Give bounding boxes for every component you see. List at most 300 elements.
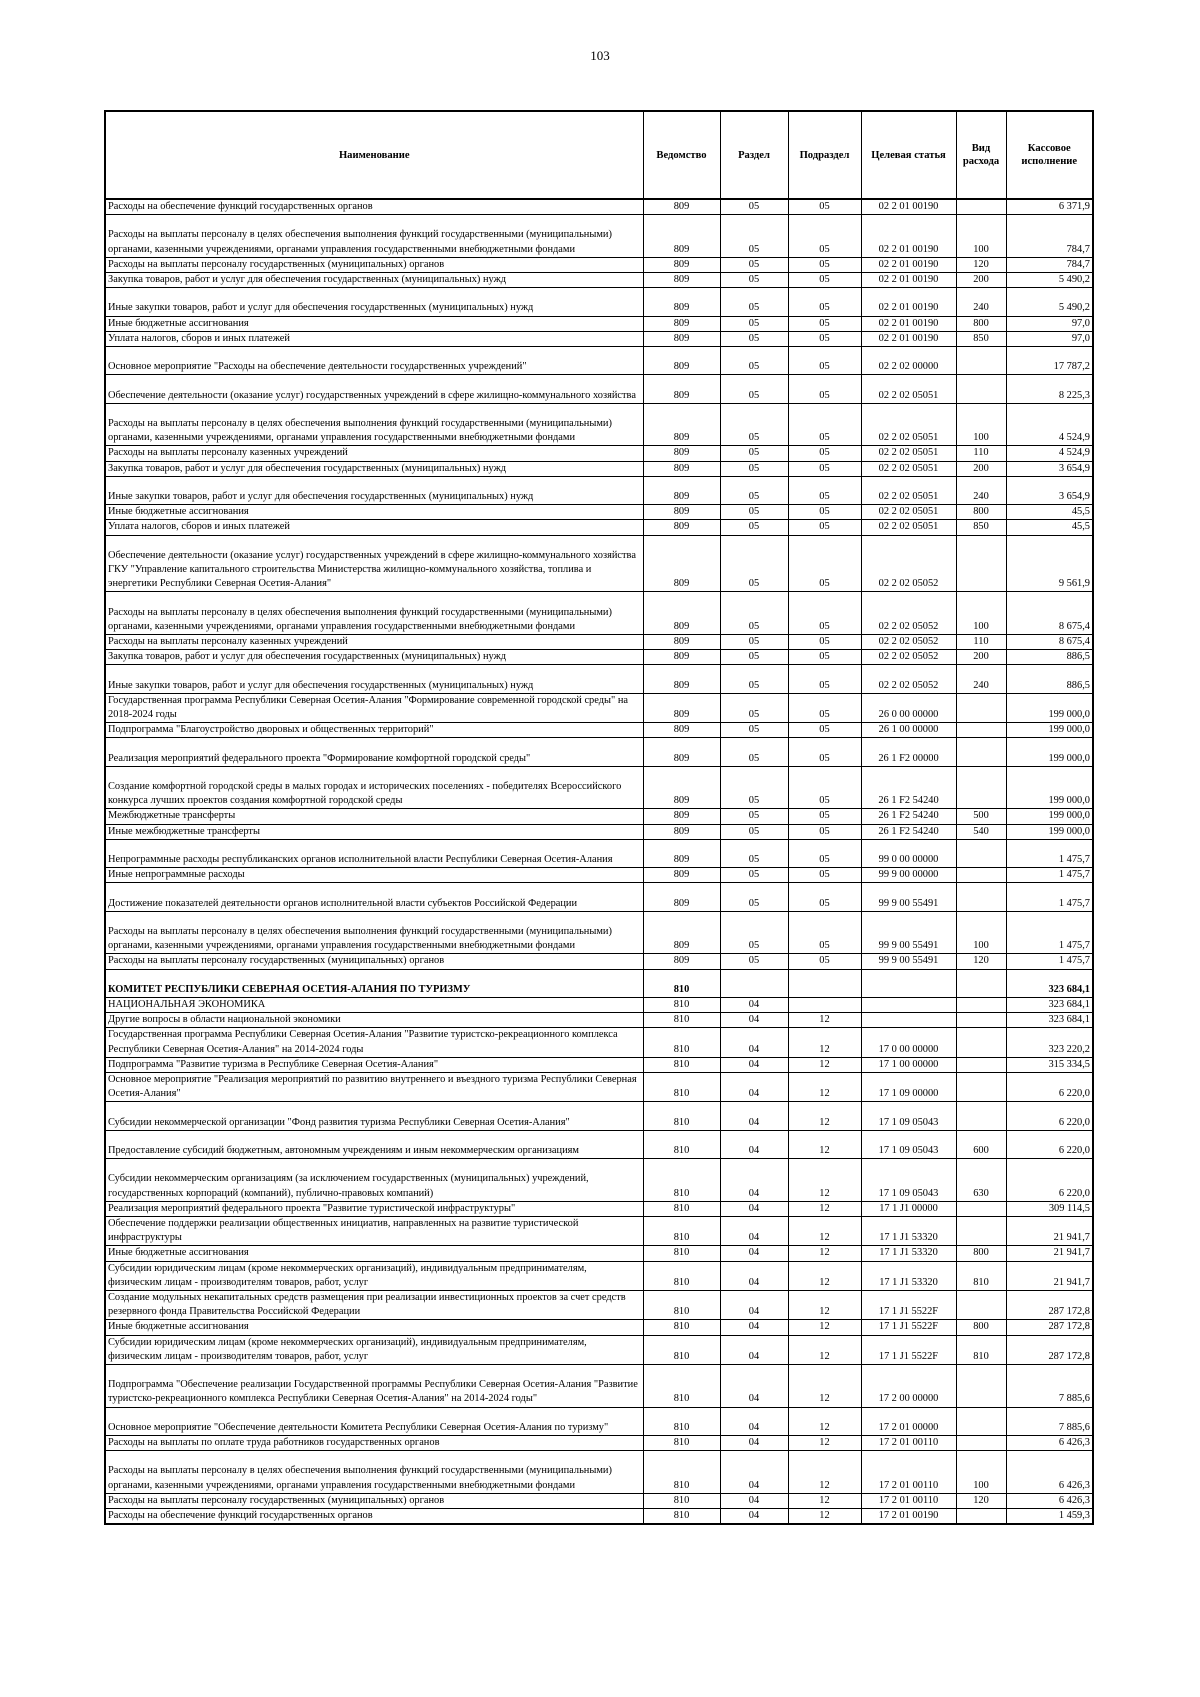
row-type-cell: 850 xyxy=(956,331,1006,346)
row-subsection-cell: 12 xyxy=(788,1435,861,1450)
row-target-cell: 02 2 02 05051 xyxy=(861,403,956,446)
row-name-cell: Создание модульных некапитальных средств размещения при реализации инвестиционных проектов за счет средств резервного фонда Правительства Российской Федерации xyxy=(105,1290,643,1319)
table-row xyxy=(105,1159,1093,1202)
row-dept-cell: 810 xyxy=(643,1013,720,1028)
row-amount-cell: 886,5 xyxy=(1006,665,1093,693)
row-name-cell: Иные бюджетные ассигнования xyxy=(105,505,643,520)
table-row xyxy=(105,809,1093,824)
row-dept-cell: 810 xyxy=(643,1028,720,1057)
row-dept-cell: 809 xyxy=(643,809,720,824)
row-dept-cell: 809 xyxy=(643,911,720,954)
row-amount-cell: 6 220,0 xyxy=(1006,1072,1093,1101)
row-amount-cell: 315 334,5 xyxy=(1006,1057,1093,1072)
row-subsection-cell: 12 xyxy=(788,1201,861,1216)
row-subsection-cell: 12 xyxy=(788,1451,861,1494)
table-row xyxy=(105,738,1093,766)
table-row xyxy=(105,1216,1093,1245)
table-body xyxy=(105,199,1093,1524)
column-header-target: Целевая статья xyxy=(861,111,956,199)
table-row xyxy=(105,1364,1093,1407)
table-header-row xyxy=(105,111,1093,199)
row-type-cell xyxy=(956,1102,1006,1130)
row-name-cell: Закупка товаров, работ и услуг для обеспечения государственных (муниципальных) нужд xyxy=(105,461,643,476)
row-name-cell: Подпрограмма "Благоустройство дворовых и общественных территорий" xyxy=(105,723,643,738)
row-type-cell xyxy=(956,1216,1006,1245)
row-dept-cell: 810 xyxy=(643,1130,720,1158)
row-target-cell: 02 2 02 05052 xyxy=(861,650,956,665)
table-row xyxy=(105,1057,1093,1072)
row-dept-cell: 809 xyxy=(643,288,720,316)
row-amount-cell: 309 114,5 xyxy=(1006,1201,1093,1216)
row-amount-cell: 1 475,7 xyxy=(1006,868,1093,883)
row-target-cell: 02 2 01 00190 xyxy=(861,331,956,346)
row-subsection-cell: 05 xyxy=(788,331,861,346)
table-row xyxy=(105,446,1093,461)
row-dept-cell: 809 xyxy=(643,403,720,446)
row-type-cell xyxy=(956,347,1006,375)
row-amount-cell: 199 000,0 xyxy=(1006,723,1093,738)
row-target-cell: 02 2 02 05052 xyxy=(861,592,956,635)
row-dept-cell: 809 xyxy=(643,535,720,592)
row-name-cell: Иные бюджетные ассигнования xyxy=(105,1320,643,1335)
row-amount-cell: 7 885,6 xyxy=(1006,1407,1093,1435)
table-row xyxy=(105,1451,1093,1494)
table-row xyxy=(105,1130,1093,1158)
table-row xyxy=(105,1261,1093,1290)
row-subsection-cell: 05 xyxy=(788,316,861,331)
table-row xyxy=(105,505,1093,520)
row-amount-cell: 17 787,2 xyxy=(1006,347,1093,375)
table-row xyxy=(105,461,1093,476)
row-dept-cell: 809 xyxy=(643,693,720,722)
table-row xyxy=(105,954,1093,969)
row-dept-cell: 809 xyxy=(643,347,720,375)
row-amount-cell: 3 654,9 xyxy=(1006,476,1093,504)
row-section-cell xyxy=(720,969,788,997)
row-subsection-cell: 05 xyxy=(788,766,861,809)
row-section-cell: 05 xyxy=(720,911,788,954)
row-dept-cell: 810 xyxy=(643,1057,720,1072)
table-row xyxy=(105,1508,1093,1524)
row-section-cell: 04 xyxy=(720,1320,788,1335)
row-subsection-cell: 05 xyxy=(788,273,861,288)
row-name-cell: Непрограммные расходы республиканских органов исполнительной власти Республики Северная Осетия-Алания xyxy=(105,839,643,867)
row-dept-cell: 809 xyxy=(643,273,720,288)
row-target-cell: 17 1 09 05043 xyxy=(861,1102,956,1130)
table-row xyxy=(105,288,1093,316)
budget-table xyxy=(104,110,1094,1525)
table-row xyxy=(105,883,1093,911)
row-section-cell: 04 xyxy=(720,1102,788,1130)
table-row xyxy=(105,1435,1093,1450)
row-amount-cell: 323 684,1 xyxy=(1006,997,1093,1012)
row-target-cell: 02 2 02 05051 xyxy=(861,446,956,461)
row-type-cell: 630 xyxy=(956,1159,1006,1202)
row-type-cell: 850 xyxy=(956,520,1006,535)
row-subsection-cell: 05 xyxy=(788,257,861,272)
row-subsection-cell: 05 xyxy=(788,883,861,911)
row-target-cell: 02 2 01 00190 xyxy=(861,215,956,258)
row-name-cell: Расходы на выплаты персоналу государственных (муниципальных) органов xyxy=(105,1493,643,1508)
row-section-cell: 04 xyxy=(720,1201,788,1216)
row-subsection-cell: 05 xyxy=(788,809,861,824)
row-amount-cell: 8 225,3 xyxy=(1006,375,1093,403)
row-amount-cell: 6 220,0 xyxy=(1006,1102,1093,1130)
row-amount-cell: 287 172,8 xyxy=(1006,1335,1093,1364)
table-row xyxy=(105,1246,1093,1261)
row-amount-cell: 8 675,4 xyxy=(1006,634,1093,649)
row-type-cell: 120 xyxy=(956,954,1006,969)
row-subsection-cell: 12 xyxy=(788,1216,861,1245)
table-row xyxy=(105,634,1093,649)
row-target-cell: 02 2 01 00190 xyxy=(861,288,956,316)
row-amount-cell: 323 684,1 xyxy=(1006,969,1093,997)
row-amount-cell: 21 941,7 xyxy=(1006,1261,1093,1290)
row-subsection-cell: 05 xyxy=(788,954,861,969)
table-row xyxy=(105,476,1093,504)
row-amount-cell: 45,5 xyxy=(1006,505,1093,520)
row-type-cell: 800 xyxy=(956,316,1006,331)
row-type-cell: 100 xyxy=(956,403,1006,446)
row-amount-cell: 287 172,8 xyxy=(1006,1290,1093,1319)
table-row xyxy=(105,868,1093,883)
row-type-cell: 100 xyxy=(956,1451,1006,1494)
row-dept-cell: 810 xyxy=(643,1261,720,1290)
row-section-cell: 05 xyxy=(720,461,788,476)
row-subsection-cell: 12 xyxy=(788,1013,861,1028)
row-target-cell: 17 2 01 00000 xyxy=(861,1407,956,1435)
row-type-cell xyxy=(956,1508,1006,1524)
row-type-cell: 800 xyxy=(956,505,1006,520)
row-name-cell: Субсидии некоммерческим организациям (за исключением государственных (муниципальных) учреждений, государственных корпораций (компаний), публично-правовых компаний) xyxy=(105,1159,643,1202)
table-row xyxy=(105,1013,1093,1028)
row-name-cell: Иные закупки товаров, работ и услуг для обеспечения государственных (муниципальных) нужд xyxy=(105,665,643,693)
row-type-cell: 120 xyxy=(956,1493,1006,1508)
row-amount-cell: 1 459,3 xyxy=(1006,1508,1093,1524)
table-row xyxy=(105,535,1093,592)
row-target-cell: 17 2 01 00110 xyxy=(861,1435,956,1450)
row-subsection-cell: 05 xyxy=(788,650,861,665)
row-amount-cell: 1 475,7 xyxy=(1006,954,1093,969)
row-amount-cell: 886,5 xyxy=(1006,650,1093,665)
table-row xyxy=(105,316,1093,331)
row-amount-cell: 1 475,7 xyxy=(1006,839,1093,867)
row-type-cell: 110 xyxy=(956,446,1006,461)
row-dept-cell: 810 xyxy=(643,1451,720,1494)
row-section-cell: 05 xyxy=(720,316,788,331)
row-target-cell: 99 9 00 55491 xyxy=(861,911,956,954)
row-target-cell: 17 0 00 00000 xyxy=(861,1028,956,1057)
row-subsection-cell: 12 xyxy=(788,1130,861,1158)
row-type-cell xyxy=(956,868,1006,883)
row-type-cell xyxy=(956,1290,1006,1319)
row-name-cell: Основное мероприятие "Реализация мероприятий по развитию внутреннего и въездного туризма Республики Северная Осетия-Алания" xyxy=(105,1072,643,1101)
row-dept-cell: 809 xyxy=(643,375,720,403)
row-name-cell: Реализация мероприятий федерального проекта "Формирование комфортной городской среды" xyxy=(105,738,643,766)
row-section-cell: 05 xyxy=(720,273,788,288)
row-name-cell: Расходы на обеспечение функций государственных органов xyxy=(105,199,643,215)
row-amount-cell: 4 524,9 xyxy=(1006,446,1093,461)
row-target-cell: 17 2 01 00110 xyxy=(861,1493,956,1508)
table-row xyxy=(105,665,1093,693)
row-subsection-cell: 12 xyxy=(788,1159,861,1202)
row-dept-cell: 810 xyxy=(643,1201,720,1216)
row-subsection-cell: 12 xyxy=(788,1508,861,1524)
row-type-cell xyxy=(956,738,1006,766)
row-section-cell: 04 xyxy=(720,1072,788,1101)
table-row xyxy=(105,911,1093,954)
row-subsection-cell: 05 xyxy=(788,868,861,883)
row-section-cell: 04 xyxy=(720,997,788,1012)
row-dept-cell: 809 xyxy=(643,199,720,215)
row-name-cell: Расходы на обеспечение функций государственных органов xyxy=(105,1508,643,1524)
row-section-cell: 04 xyxy=(720,1246,788,1261)
row-type-cell: 200 xyxy=(956,650,1006,665)
row-target-cell: 02 2 01 00190 xyxy=(861,273,956,288)
row-type-cell xyxy=(956,766,1006,809)
row-subsection-cell: 12 xyxy=(788,1028,861,1057)
row-dept-cell: 810 xyxy=(643,1407,720,1435)
row-subsection-cell: 05 xyxy=(788,634,861,649)
row-section-cell: 04 xyxy=(720,1493,788,1508)
table-row xyxy=(105,723,1093,738)
row-subsection-cell: 05 xyxy=(788,505,861,520)
row-section-cell: 04 xyxy=(720,1407,788,1435)
row-subsection-cell: 05 xyxy=(788,535,861,592)
column-header-dept: Ведомство xyxy=(643,111,720,199)
row-amount-cell: 199 000,0 xyxy=(1006,809,1093,824)
table-row xyxy=(105,1320,1093,1335)
row-name-cell: Субсидии юридическим лицам (кроме некоммерческих организаций), индивидуальным предпринимателям, физическим лицам - производителям товаров, работ, услуг xyxy=(105,1261,643,1290)
row-amount-cell: 5 490,2 xyxy=(1006,288,1093,316)
row-type-cell xyxy=(956,1072,1006,1101)
row-name-cell: Иные закупки товаров, работ и услуг для обеспечения государственных (муниципальных) нужд xyxy=(105,476,643,504)
row-type-cell xyxy=(956,199,1006,215)
table-row xyxy=(105,375,1093,403)
row-type-cell xyxy=(956,535,1006,592)
row-subsection-cell: 05 xyxy=(788,199,861,215)
row-name-cell: Иные закупки товаров, работ и услуг для обеспечения государственных (муниципальных) нужд xyxy=(105,288,643,316)
row-target-cell: 02 2 01 00190 xyxy=(861,257,956,272)
row-target-cell: 26 1 F2 54240 xyxy=(861,766,956,809)
row-target-cell: 26 0 00 00000 xyxy=(861,693,956,722)
row-subsection-cell: 12 xyxy=(788,1057,861,1072)
row-type-cell xyxy=(956,1407,1006,1435)
row-type-cell: 240 xyxy=(956,288,1006,316)
row-dept-cell: 810 xyxy=(643,1320,720,1335)
row-type-cell: 540 xyxy=(956,824,1006,839)
row-subsection-cell: 12 xyxy=(788,1246,861,1261)
row-section-cell: 04 xyxy=(720,1435,788,1450)
row-subsection-cell: 05 xyxy=(788,476,861,504)
table-row xyxy=(105,347,1093,375)
row-amount-cell: 199 000,0 xyxy=(1006,693,1093,722)
row-target-cell: 99 0 00 00000 xyxy=(861,839,956,867)
row-type-cell: 100 xyxy=(956,215,1006,258)
row-target-cell: 26 1 F2 54240 xyxy=(861,824,956,839)
row-section-cell: 04 xyxy=(720,1028,788,1057)
row-dept-cell: 810 xyxy=(643,1216,720,1245)
row-target-cell: 17 1 J1 53320 xyxy=(861,1246,956,1261)
row-section-cell: 05 xyxy=(720,347,788,375)
row-target-cell: 17 1 09 05043 xyxy=(861,1130,956,1158)
column-header-name: Наименование xyxy=(105,111,643,199)
row-subsection-cell: 12 xyxy=(788,1261,861,1290)
row-subsection-cell: 12 xyxy=(788,1320,861,1335)
row-subsection-cell: 05 xyxy=(788,520,861,535)
row-type-cell: 800 xyxy=(956,1320,1006,1335)
table-row xyxy=(105,199,1093,215)
table-row xyxy=(105,215,1093,258)
row-section-cell: 05 xyxy=(720,403,788,446)
row-section-cell: 05 xyxy=(720,824,788,839)
row-name-cell: Предоставление субсидий бюджетным, автономным учреждениям и иным некоммерческим организациям xyxy=(105,1130,643,1158)
row-type-cell xyxy=(956,693,1006,722)
row-target-cell xyxy=(861,997,956,1012)
row-target-cell: 02 2 02 05052 xyxy=(861,535,956,592)
table-row xyxy=(105,1290,1093,1319)
row-name-cell: Расходы на выплаты персоналу государственных (муниципальных) органов xyxy=(105,954,643,969)
row-type-cell xyxy=(956,1201,1006,1216)
row-dept-cell: 809 xyxy=(643,883,720,911)
row-dept-cell: 810 xyxy=(643,969,720,997)
row-name-cell: Расходы на выплаты персоналу казенных учреждений xyxy=(105,634,643,649)
row-dept-cell: 809 xyxy=(643,446,720,461)
row-name-cell: Уплата налогов, сборов и иных платежей xyxy=(105,331,643,346)
row-amount-cell: 97,0 xyxy=(1006,316,1093,331)
row-dept-cell: 810 xyxy=(643,1435,720,1450)
row-dept-cell: 809 xyxy=(643,476,720,504)
table-row xyxy=(105,1102,1093,1130)
row-section-cell: 05 xyxy=(720,375,788,403)
row-amount-cell: 6 426,3 xyxy=(1006,1435,1093,1450)
page-number: 103 xyxy=(590,48,610,63)
row-name-cell: Подпрограмма "Развитие туризма в Республике Северная Осетия-Алания" xyxy=(105,1057,643,1072)
row-subsection-cell: 12 xyxy=(788,1290,861,1319)
row-target-cell: 17 1 09 00000 xyxy=(861,1072,956,1101)
row-amount-cell: 199 000,0 xyxy=(1006,766,1093,809)
table-row xyxy=(105,273,1093,288)
row-section-cell: 05 xyxy=(720,257,788,272)
row-target-cell: 02 2 02 05051 xyxy=(861,520,956,535)
row-type-cell: 240 xyxy=(956,476,1006,504)
row-name-cell: Иные межбюджетные трансферты xyxy=(105,824,643,839)
row-name-cell: Расходы на выплаты персоналу в целях обеспечения выполнения функций государственными (муниципальными) органами, казенными учреждениями, органами управления государственными внебюджетными фондами xyxy=(105,403,643,446)
row-target-cell: 17 1 J1 5522F xyxy=(861,1335,956,1364)
row-section-cell: 05 xyxy=(720,505,788,520)
row-amount-cell: 3 654,9 xyxy=(1006,461,1093,476)
row-dept-cell: 810 xyxy=(643,997,720,1012)
row-section-cell: 05 xyxy=(720,839,788,867)
table-row xyxy=(105,331,1093,346)
row-subsection-cell: 05 xyxy=(788,693,861,722)
row-section-cell: 04 xyxy=(720,1508,788,1524)
row-target-cell: 02 2 02 05051 xyxy=(861,476,956,504)
table-row xyxy=(105,592,1093,635)
row-section-cell: 04 xyxy=(720,1130,788,1158)
row-section-cell: 04 xyxy=(720,1057,788,1072)
row-type-cell: 200 xyxy=(956,461,1006,476)
row-dept-cell: 809 xyxy=(643,954,720,969)
column-header-section: Раздел xyxy=(720,111,788,199)
row-amount-cell: 6 220,0 xyxy=(1006,1159,1093,1202)
row-type-cell: 500 xyxy=(956,809,1006,824)
row-amount-cell: 784,7 xyxy=(1006,215,1093,258)
row-dept-cell: 809 xyxy=(643,215,720,258)
row-dept-cell: 809 xyxy=(643,634,720,649)
row-name-cell: Субсидии юридическим лицам (кроме некоммерческих организаций), индивидуальным предпринимателям, физическим лицам - производителям товаров, работ, услуг xyxy=(105,1335,643,1364)
row-section-cell: 05 xyxy=(720,738,788,766)
row-subsection-cell: 05 xyxy=(788,665,861,693)
row-section-cell: 05 xyxy=(720,520,788,535)
row-amount-cell: 21 941,7 xyxy=(1006,1216,1093,1245)
row-section-cell: 05 xyxy=(720,331,788,346)
row-type-cell: 240 xyxy=(956,665,1006,693)
row-name-cell: Основное мероприятие "Расходы на обеспечение деятельности государственных учреждений" xyxy=(105,347,643,375)
row-section-cell: 05 xyxy=(720,883,788,911)
row-name-cell: Субсидии некоммерческой организации "Фонд развития туризма Республики Северная Осетия-Алания" xyxy=(105,1102,643,1130)
row-dept-cell: 809 xyxy=(643,824,720,839)
row-dept-cell: 810 xyxy=(643,1364,720,1407)
row-name-cell: Другие вопросы в области национальной экономики xyxy=(105,1013,643,1028)
row-target-cell: 02 2 02 05051 xyxy=(861,375,956,403)
row-target-cell xyxy=(861,1013,956,1028)
row-name-cell: Обеспечение деятельности (оказание услуг) государственных учреждений в сфере жилищно-коммунального хозяйства xyxy=(105,375,643,403)
row-target-cell: 17 1 J1 53320 xyxy=(861,1216,956,1245)
row-section-cell: 04 xyxy=(720,1335,788,1364)
row-name-cell: Создание комфортной городской среды в малых городах и исторических поселениях - победителях Всероссийского конкурса лучших проектов создания комфортной городской среды xyxy=(105,766,643,809)
row-name-cell: Иные бюджетные ассигнования xyxy=(105,1246,643,1261)
row-dept-cell: 810 xyxy=(643,1159,720,1202)
row-name-cell: Основное мероприятие "Обеспечение деятельности Комитета Республики Северная Осетия-Алания по туризму" xyxy=(105,1407,643,1435)
row-type-cell: 100 xyxy=(956,911,1006,954)
row-name-cell: Обеспечение деятельности (оказание услуг) государственных учреждений в сфере жилищно-коммунального хозяйства ГКУ "Управление капитального строительства Министерства жилищно-коммунального хозяйства, топлива и энергетики Республики Северная Осетия-Алания" xyxy=(105,535,643,592)
row-subsection-cell: 12 xyxy=(788,1335,861,1364)
row-type-cell xyxy=(956,1364,1006,1407)
row-name-cell: Расходы на выплаты персоналу государственных (муниципальных) органов xyxy=(105,257,643,272)
row-name-cell: Расходы на выплаты персоналу в целях обеспечения выполнения функций государственными (муниципальными) органами, казенными учреждениями, органами управления государственными внебюджетными фондами xyxy=(105,911,643,954)
row-type-cell: 810 xyxy=(956,1261,1006,1290)
row-target-cell: 02 2 02 05051 xyxy=(861,505,956,520)
row-dept-cell: 809 xyxy=(643,505,720,520)
row-amount-cell: 1 475,7 xyxy=(1006,883,1093,911)
row-section-cell: 05 xyxy=(720,634,788,649)
row-section-cell: 04 xyxy=(720,1216,788,1245)
row-name-cell: Уплата налогов, сборов и иных платежей xyxy=(105,520,643,535)
row-section-cell: 05 xyxy=(720,446,788,461)
row-amount-cell: 1 475,7 xyxy=(1006,911,1093,954)
row-type-cell xyxy=(956,723,1006,738)
row-name-cell: Подпрограмма "Обеспечение реализации Государственной программы Республики Северная Осетия-Алания "Развитие туристско-рекреационного комплекса Республики Северная Осетия-Алания" на 2014-2024 годы" xyxy=(105,1364,643,1407)
row-subsection-cell: 12 xyxy=(788,1407,861,1435)
row-target-cell: 02 2 01 00190 xyxy=(861,199,956,215)
row-amount-cell: 6 220,0 xyxy=(1006,1130,1093,1158)
table-row xyxy=(105,257,1093,272)
table-row xyxy=(105,1335,1093,1364)
row-section-cell: 05 xyxy=(720,693,788,722)
row-dept-cell: 809 xyxy=(643,766,720,809)
row-dept-cell: 809 xyxy=(643,331,720,346)
row-target-cell: 02 2 01 00190 xyxy=(861,316,956,331)
table-row xyxy=(105,824,1093,839)
row-amount-cell: 323 220,2 xyxy=(1006,1028,1093,1057)
row-amount-cell: 8 675,4 xyxy=(1006,592,1093,635)
row-section-cell: 04 xyxy=(720,1290,788,1319)
row-dept-cell: 809 xyxy=(643,592,720,635)
row-type-cell xyxy=(956,839,1006,867)
row-target-cell: 17 2 01 00190 xyxy=(861,1508,956,1524)
row-section-cell: 04 xyxy=(720,1261,788,1290)
